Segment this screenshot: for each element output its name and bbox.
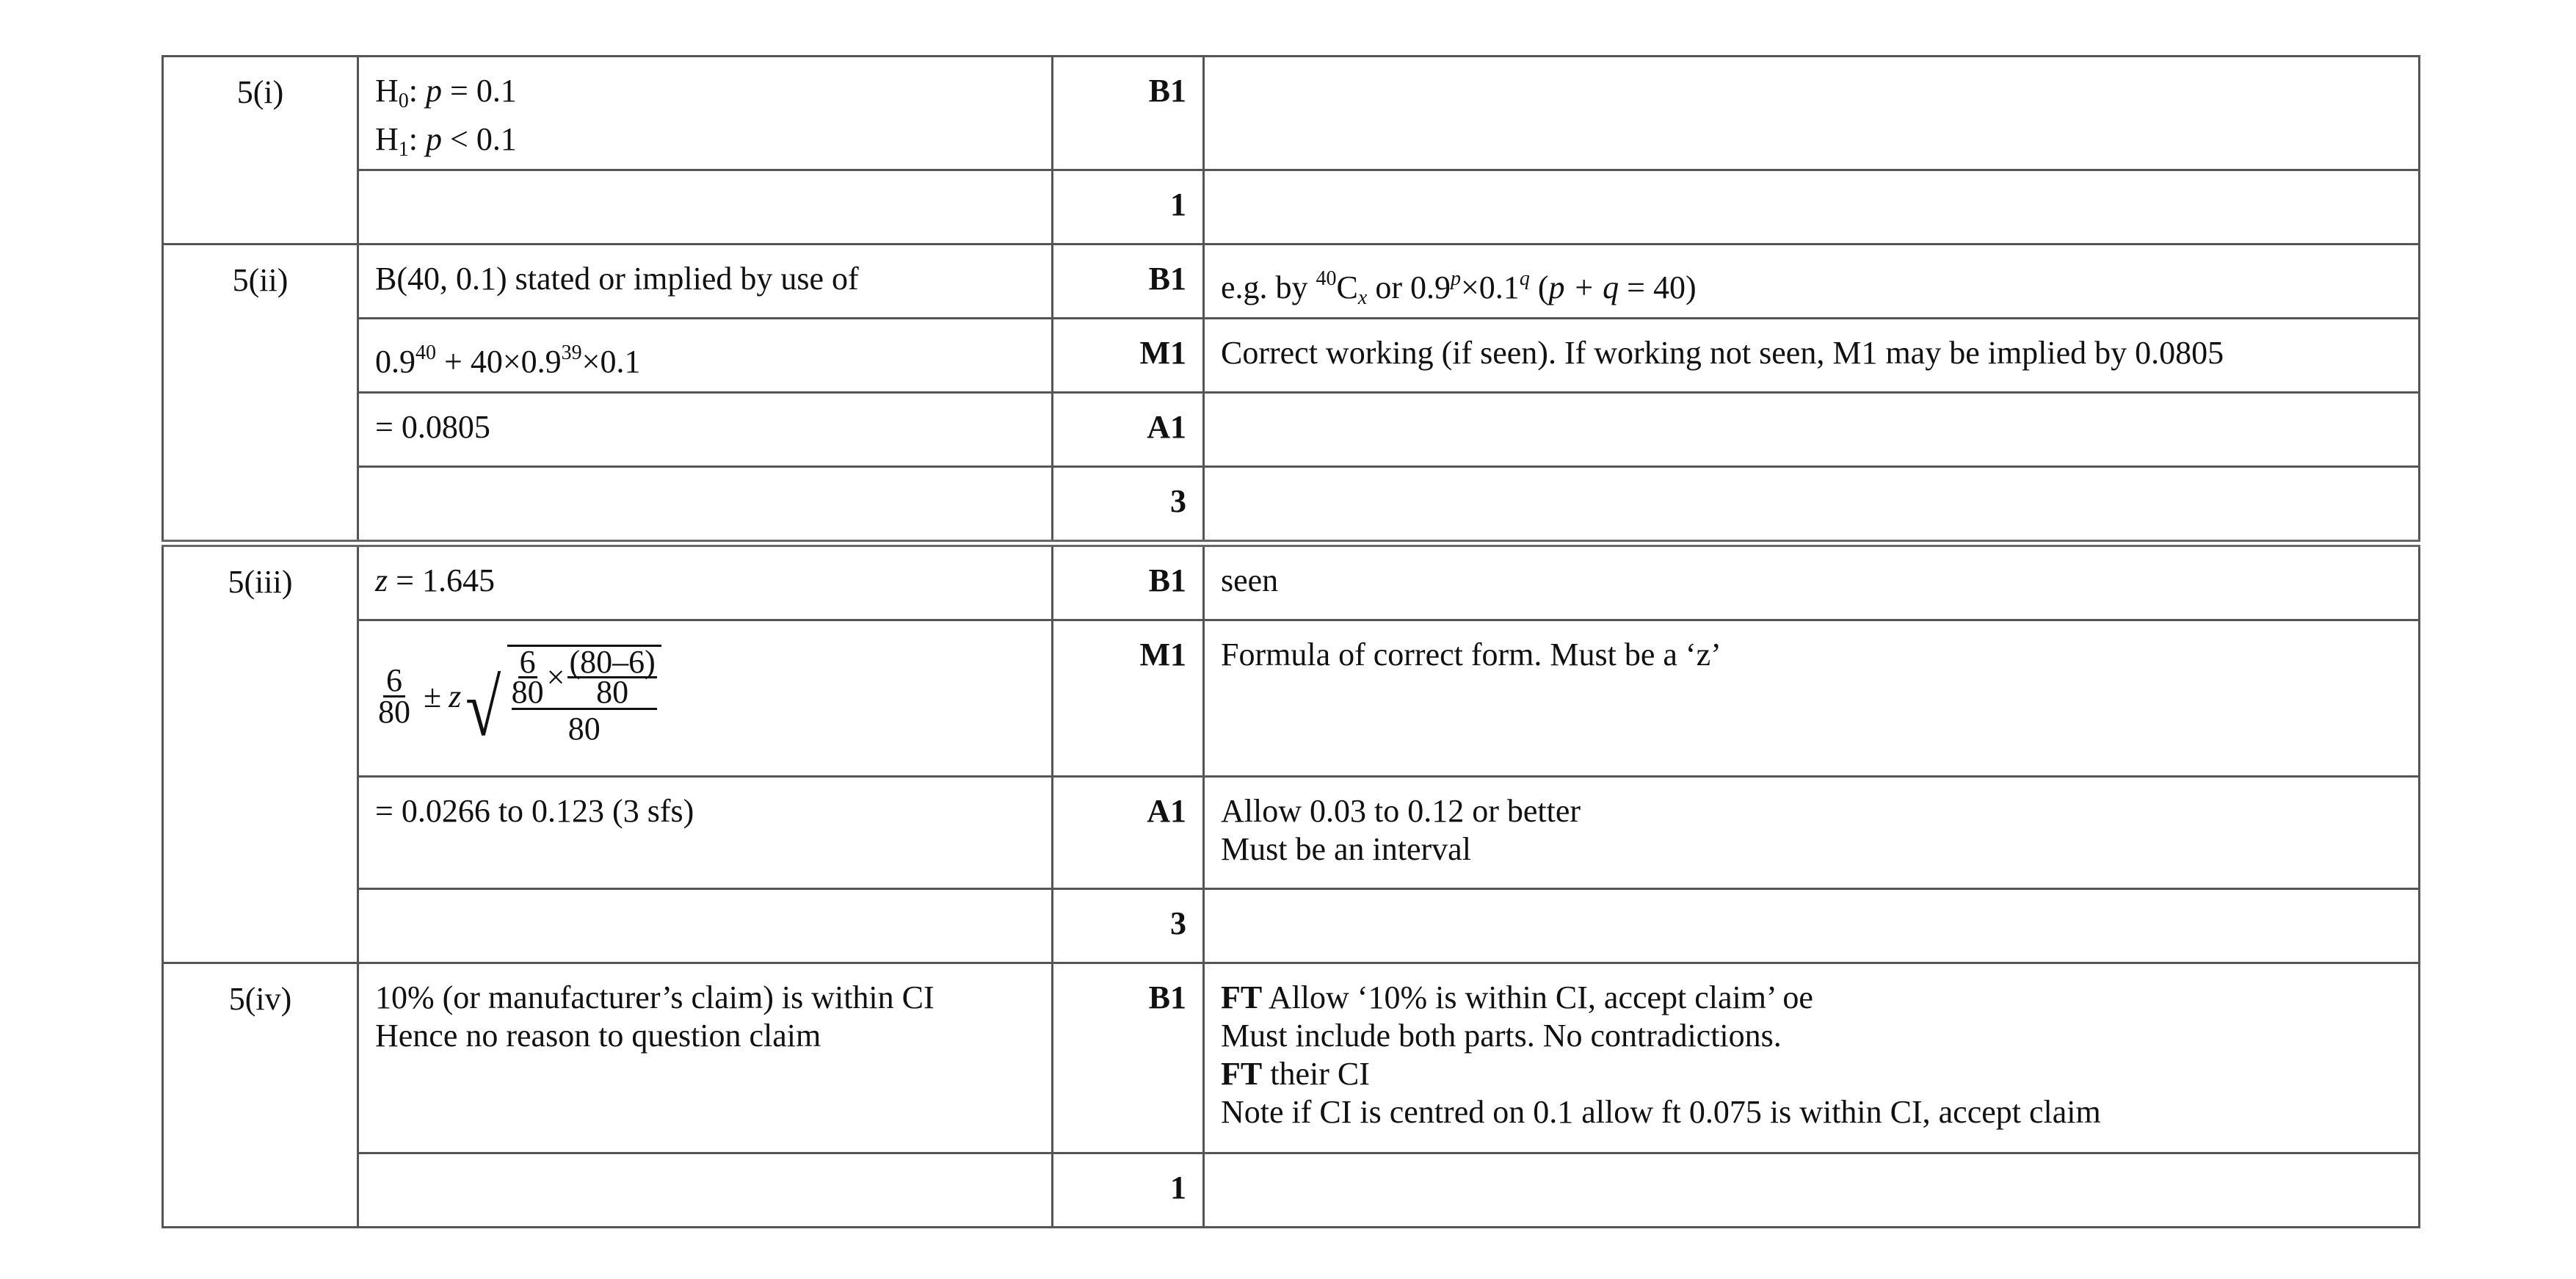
question-label: 5(i) [236,74,284,110]
guidance-cell: Formula of correct form. Must be a ‘z’ [1204,620,2420,777]
numerator: (80–6) [569,644,656,680]
table-row [163,467,2420,544]
text: e.g. by [1221,269,1316,305]
text: Allow ‘10% is within CI, accept claim’ oe [1262,979,1813,1015]
question-label: 5(ii) [232,262,289,298]
guidance-cell [1204,777,2420,889]
superscript: 40 [1316,267,1337,290]
text: < 0.1 [442,121,517,157]
answer-cell: B(40, 0.1) stated or implied by use of [358,244,1053,319]
table-row [163,244,2420,319]
mark-cell: A1 [1053,393,1204,467]
ft-label: FT [1221,1056,1263,1092]
table-row [163,543,2420,620]
text: 0.9 [375,344,416,380]
fraction [567,644,656,710]
fraction [511,644,544,710]
table-row [163,777,2420,889]
ft-label: FT [1221,979,1263,1015]
question-number-5i [163,57,358,244]
confidence-interval-formula [375,644,661,753]
table-row [163,57,2420,170]
answer-cell [358,620,1053,777]
answer-cell [358,467,1053,544]
answer-cell [358,963,1053,1153]
guidance-cell [1204,244,2420,319]
guidance-line: Must be an interval [1221,831,1471,867]
answer-cell [358,57,1053,170]
total-mark-cell: 3 [1053,467,1204,544]
total-mark-cell: 1 [1053,1153,1204,1228]
variable: z [375,562,388,598]
superscript: p [1450,267,1461,290]
guidance-cell [1204,889,2420,963]
text: H [375,121,399,157]
question-label: 5(iii) [228,564,293,600]
mark-scheme-grid [162,55,2420,1228]
guidance-line: Allow 0.03 to 0.12 or better [1221,793,1581,829]
numerator: 6 [519,644,536,680]
table-row [163,963,2420,1153]
answer-cell [358,889,1053,963]
radical-sign-icon: √ [465,663,501,753]
answer-cell: = 0.0805 [358,393,1053,467]
guidance-cell: seen [1204,543,2420,620]
subscript: x [1357,286,1368,309]
question-label: 5(iv) [228,981,292,1017]
table-row [163,889,2420,963]
subscript: 1 [398,138,409,161]
mark-cell: B1 [1053,244,1204,319]
answer-cell [358,319,1053,393]
superscript: 39 [561,341,582,364]
guidance-cell [1204,170,2420,244]
table-row [163,620,2420,777]
superscript: 40 [416,341,436,364]
question-number-5iv [163,963,358,1228]
denominator: 80 [567,711,601,747]
question-number-5iii [163,543,358,963]
superscript: q [1519,267,1530,290]
variable: p [426,73,443,109]
text: = 0.1 [442,73,517,109]
guidance-cell [1204,57,2420,170]
times-symbol: × [546,659,565,695]
table-row [163,1153,2420,1228]
text: ( [1529,269,1549,305]
text: = 40) [1619,269,1697,305]
table-row [163,170,2420,244]
numerator: 6 [383,666,405,698]
answer-cell: = 0.0266 to 0.123 (3 sfs) [358,777,1053,889]
variable: z [449,678,462,714]
plus-minus-symbol: ± [424,678,442,714]
mark-cell: M1 [1053,620,1204,777]
answer-line [375,120,1035,169]
square-root [461,644,661,753]
text: : [408,73,427,109]
answer-cell [358,1153,1053,1228]
guidance-cell [1204,1153,2420,1228]
total-mark-cell: 1 [1053,170,1204,244]
variable: p [426,121,443,157]
answer-line [375,72,1035,120]
answer-cell [358,543,1053,620]
guidance-cell [1204,393,2420,467]
table-row [163,319,2420,393]
mark-cell: B1 [1053,963,1204,1153]
guidance-line: Note if CI is centred on 0.1 allow ft 0.075 is within CI, accept claim [1221,1094,2101,1130]
text: + 40×0.9 [436,344,562,380]
guidance-line [1221,1055,2402,1093]
text: : [408,121,427,157]
text: their CI [1262,1056,1370,1092]
mark-cell: B1 [1053,57,1204,170]
table-row [163,393,2420,467]
answer-cell [358,170,1053,244]
guidance-line [1221,979,2402,1017]
text: ×0.1 [1460,269,1520,305]
guidance-line: Must include both parts. No contradictions. [1221,1018,1782,1054]
radicand [507,645,661,748]
fraction [375,662,413,730]
denominator: 80 [596,674,629,710]
radicand-numerator [511,644,657,710]
text: C [1336,269,1358,305]
guidance-cell [1204,467,2420,544]
denominator: 80 [378,694,410,730]
mark-cell: B1 [1053,543,1204,620]
total-mark-cell: 3 [1053,889,1204,963]
mark-cell: M1 [1053,319,1204,393]
answer-line: Hence no reason to question claim [375,1018,821,1054]
question-number-5ii [163,244,358,544]
text: H [375,73,399,109]
text: or 0.9 [1367,269,1451,305]
subscript: 0 [398,90,409,112]
variable: p + q [1548,269,1619,305]
denominator: 80 [511,674,544,710]
guidance-cell [1204,963,2420,1153]
mark-scheme-table [162,55,2418,1228]
mark-cell: A1 [1053,777,1204,889]
text: ×0.1 [581,344,641,380]
text: = 1.645 [388,562,495,598]
guidance-cell: Correct working (if seen). If working not seen, M1 may be implied by 0.0805 [1204,319,2420,393]
answer-line: 10% (or manufacturer’s claim) is within CI [375,979,935,1015]
